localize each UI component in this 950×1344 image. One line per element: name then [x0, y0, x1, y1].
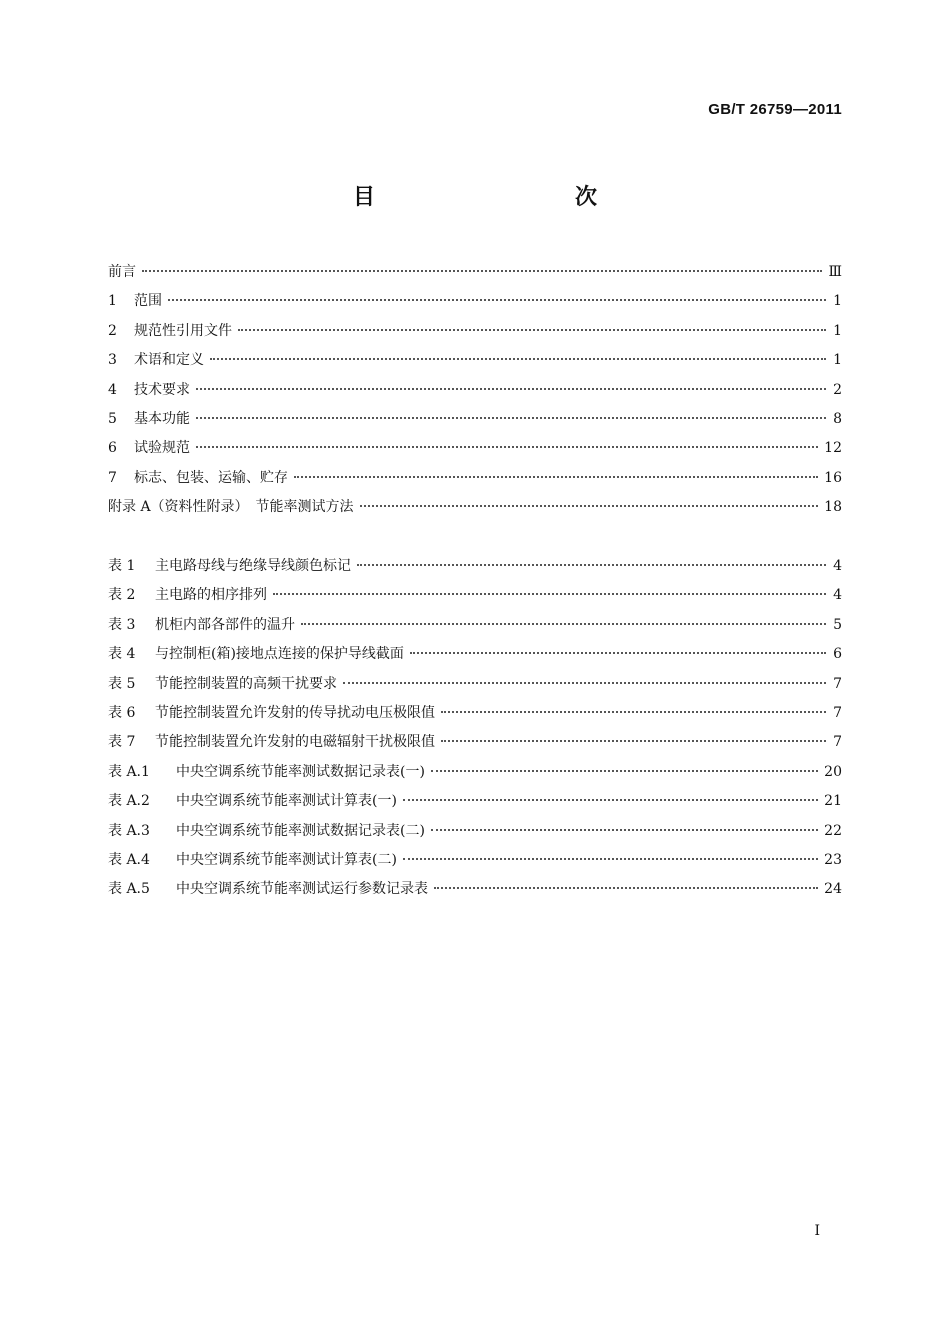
- toc-entry[interactable]: [108, 438, 842, 467]
- toc-entry[interactable]: [108, 321, 842, 350]
- toc-leader-dots: [431, 769, 818, 772]
- toc-entry-number: 1: [108, 293, 117, 310]
- table-entry-title: 节能控制装置允许发射的电磁辐射干扰极限值: [155, 734, 435, 751]
- table-entry-number: 表 2: [108, 587, 136, 604]
- toc-entry[interactable]: [108, 409, 842, 438]
- toc-entry-title: 标志、包装、运输、贮存: [134, 469, 288, 486]
- toc-entry-page: 1: [833, 322, 842, 339]
- table-list: [108, 556, 842, 909]
- table-entry[interactable]: [108, 556, 842, 585]
- toc-entry[interactable]: [108, 262, 842, 291]
- table-entry-page: 6: [833, 646, 842, 663]
- table-entry-number: 表 A.1: [108, 763, 150, 780]
- table-entry-page: 20: [824, 763, 842, 780]
- toc-entry-title: 技术要求: [134, 381, 190, 398]
- toc-entry-title: 试验规范: [134, 440, 190, 457]
- toc-entry-page: 2: [833, 381, 842, 398]
- toc-leader-dots: [142, 269, 822, 272]
- toc-entry[interactable]: [108, 380, 842, 409]
- table-entry-title: 节能控制装置的高频干扰要求: [155, 675, 337, 692]
- toc-entry-title: 前言: [108, 264, 136, 280]
- toc-entry-page: 1: [833, 352, 842, 369]
- toc-entry-page: 12: [824, 440, 842, 457]
- table-entry-title: 机柜内部各部件的温升: [155, 616, 295, 633]
- table-entry-title: 中央空调系统节能率测试数据记录表(一): [176, 763, 425, 780]
- table-entry-page: 7: [833, 734, 842, 751]
- table-entry-title: 节能控制装置允许发射的传导扰动电压极限值: [155, 704, 435, 721]
- toc-list: [108, 262, 842, 527]
- table-entry-page: 4: [833, 587, 842, 604]
- table-entry-page: 22: [824, 822, 842, 839]
- table-entry[interactable]: [108, 585, 842, 614]
- table-entry-title: 主电路母线与绝缘导线颜色标记: [155, 558, 351, 574]
- toc-entry-number: 4: [108, 381, 117, 398]
- toc-entry-title: 术语和定义: [134, 352, 204, 369]
- toc-entry-number: 2: [108, 322, 117, 339]
- toc-entry-number: 6: [108, 440, 117, 457]
- table-entry-number: 表 5: [108, 675, 136, 692]
- table-entry-page: 24: [824, 881, 842, 898]
- toc-entry[interactable]: [108, 291, 842, 320]
- table-entry-title: 中央空调系统节能率测试计算表(二): [176, 851, 397, 868]
- table-entry-title: 与控制柜(箱)接地点连接的保护导线截面: [155, 646, 404, 663]
- toc-leader-dots: [357, 563, 826, 566]
- toc-leader-dots: [441, 739, 826, 742]
- toc-entry-page: 16: [824, 469, 842, 486]
- toc-entry-number: 7: [108, 469, 117, 486]
- table-entry-number: 表 A.5: [108, 881, 150, 898]
- toc-entry[interactable]: [108, 468, 842, 497]
- toc-entry-number: 3: [108, 352, 117, 369]
- table-entry[interactable]: [108, 850, 842, 879]
- toc-entry-number: 5: [108, 410, 117, 427]
- toc-entry-page: 1: [833, 293, 842, 310]
- toc-leader-dots: [301, 622, 826, 625]
- toc-leader-dots: [403, 798, 818, 801]
- page-folio: Ⅰ: [814, 1223, 820, 1239]
- toc-leader-dots: [360, 504, 819, 507]
- toc-entry-title: 基本功能: [134, 410, 190, 427]
- page-title: 目 次: [352, 184, 649, 210]
- toc-leader-dots: [196, 445, 818, 448]
- table-entry-number: 表 1: [108, 558, 136, 574]
- table-entry[interactable]: [108, 644, 842, 673]
- toc-entry-page: 8: [833, 410, 842, 427]
- table-entry-page: 21: [824, 793, 842, 810]
- toc-leader-dots: [294, 475, 818, 478]
- toc-leader-dots: [168, 298, 826, 301]
- table-entry-number: 表 7: [108, 734, 136, 751]
- toc-leader-dots: [431, 828, 818, 831]
- table-entry[interactable]: [108, 674, 842, 703]
- toc-leader-dots: [410, 651, 826, 654]
- table-entry[interactable]: [108, 703, 842, 732]
- toc-entry[interactable]: [108, 350, 842, 379]
- table-entry-number: 表 6: [108, 704, 136, 721]
- table-entry-page: 7: [833, 704, 842, 721]
- table-entry-number: 表 A.3: [108, 822, 150, 839]
- table-entry-title: 主电路的相序排列: [155, 587, 267, 604]
- table-entry-page: 5: [833, 616, 842, 633]
- table-entry[interactable]: [108, 879, 842, 908]
- toc-entry-page: 18: [824, 499, 842, 516]
- toc-leader-dots: [441, 710, 826, 713]
- toc-entry-title: 范围: [134, 293, 162, 310]
- toc-leader-dots: [238, 328, 826, 331]
- toc-leader-dots: [434, 886, 818, 889]
- table-entry-page: 7: [833, 675, 842, 692]
- toc-entry-title: 附录 A（资料性附录） 节能率测试方法: [108, 499, 354, 516]
- table-entry[interactable]: [108, 615, 842, 644]
- toc-leader-dots: [403, 857, 818, 860]
- toc-entry-title: 规范性引用文件: [134, 322, 232, 339]
- table-entry-number: 表 A.4: [108, 851, 150, 868]
- toc-leader-dots: [343, 681, 826, 684]
- toc-leader-dots: [210, 357, 826, 360]
- table-entry[interactable]: [108, 732, 842, 761]
- table-entry-number: 表 3: [108, 616, 136, 633]
- toc-leader-dots: [196, 387, 826, 390]
- standard-code: GB/T 26759—2011: [708, 101, 842, 118]
- toc-entry-page: Ⅲ: [828, 264, 842, 280]
- toc-entry[interactable]: [108, 497, 842, 526]
- table-entry-title: 中央空调系统节能率测试计算表(一): [176, 793, 397, 810]
- table-entry[interactable]: [108, 791, 842, 820]
- table-entry-number: 表 A.2: [108, 793, 150, 810]
- table-entry-title: 中央空调系统节能率测试运行参数记录表: [176, 881, 428, 898]
- table-entry-page: 4: [833, 558, 842, 574]
- toc-leader-dots: [273, 592, 826, 595]
- table-entry-page: 23: [824, 851, 842, 868]
- table-entry-title: 中央空调系统节能率测试数据记录表(二): [176, 822, 425, 839]
- table-entry-number: 表 4: [108, 646, 136, 663]
- toc-leader-dots: [196, 416, 826, 419]
- table-entry[interactable]: [108, 821, 842, 850]
- table-entry[interactable]: [108, 762, 842, 791]
